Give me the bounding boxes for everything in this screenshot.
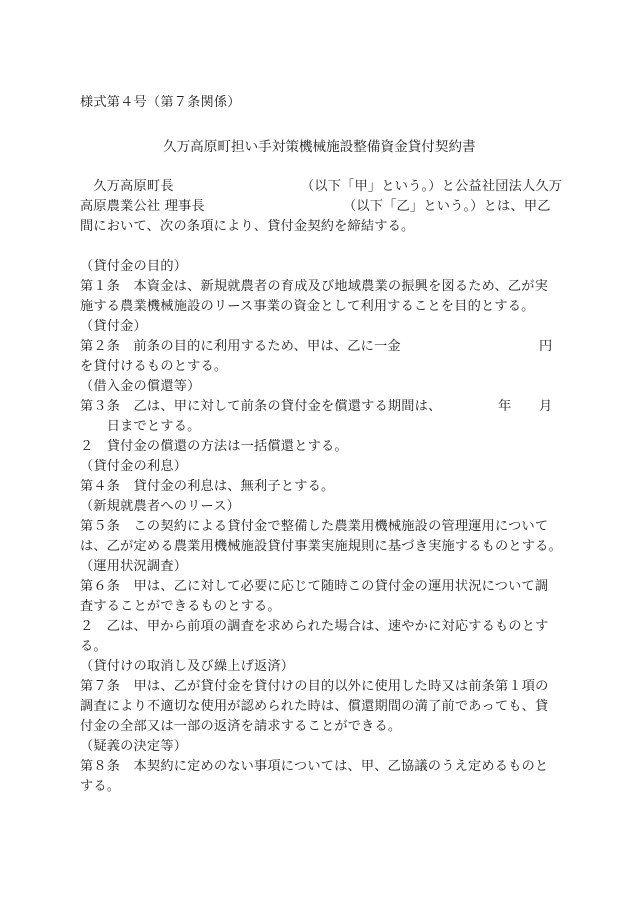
- article-text: 第４条 貸付金の利息は、無利子とする。: [80, 479, 335, 494]
- article-text: 第３条 乙は、甲に対して前条の貸付金を償還する期間は、: [80, 399, 442, 414]
- article-heading: （疑義の決定等）: [80, 739, 188, 754]
- preamble-line-2-b: （以下「乙」という。）とは、甲乙: [343, 199, 551, 214]
- preamble-line-3: 間において、次の条項により、貸付金契約を締結する。: [80, 219, 415, 234]
- preamble-line-1-b: （以下「甲」という。）と公益社団法人久万: [301, 179, 563, 194]
- article-text: 第１条 本資金は、新規就農者の育成及び地域農業の振興を図るため、乙が実: [80, 279, 549, 294]
- article-text: 第７条 甲は、乙が貸付金を貸付けの目的以外に使用した時又は前条第１項の: [80, 679, 549, 694]
- article-text: 第２条 前条の目的に利用するため、甲は、乙に一金: [80, 339, 401, 354]
- article-text: ２ 乙は、甲から前項の調査を求められた場合は、速やかに対応するものとす: [80, 619, 549, 634]
- article-text: を貸付けるものとする。: [80, 359, 228, 374]
- article-text: 付金の全部又は一部の返済を請求することができる。: [80, 719, 402, 734]
- month-unit: 月: [539, 399, 553, 414]
- article-heading: （新規就農者へのリース）: [80, 499, 240, 514]
- document-title: 久万高原町担い手対策機械施設整備資金貸付契約書: [163, 139, 476, 155]
- article-text: 第６条 甲は、乙に対して必要に応じて随時この貸付金の運用状況について調: [80, 579, 549, 594]
- yen-unit: 円: [539, 339, 553, 354]
- article-text: 調査により不適切な使用が認められた時は、償還期間の満了前であっても、貸: [80, 699, 549, 714]
- article-heading: （貸付けの取消し及び繰上げ返済）: [80, 659, 295, 674]
- article-text: ２ 貸付金の償還の方法は一括償還とする。: [80, 439, 348, 454]
- form-label: 様式第４号（第７条関係）: [80, 95, 241, 110]
- preamble-line-1-a: 久万高原町長: [80, 179, 174, 194]
- year-unit: 年: [498, 399, 512, 414]
- article-heading: （貸付金の目的）: [80, 259, 188, 274]
- preamble-line-2-a: 高原農業公社 理事長: [80, 199, 205, 214]
- article-text: する。: [80, 779, 121, 794]
- article-text: は、乙が定める農業用機械施設貸付事業実施規則に基づき実施するものとする。: [80, 539, 562, 554]
- article-text: 第５条 この契約による貸付金で整備した農業用機械施設の管理運用について: [80, 519, 549, 534]
- article-text: 査することができるものとする。: [80, 599, 281, 614]
- article-text: 第８条 本契約に定めのない事項については、甲、乙協議のうえ定めるものと: [80, 759, 549, 774]
- article-heading: （貸付金の利息）: [80, 459, 188, 474]
- article-text: 施する農業機械施設のリース事業の資金として利用することを目的とする。: [80, 299, 535, 314]
- article-text: る。: [80, 639, 107, 654]
- article-text: 日までとする。: [80, 419, 201, 434]
- article-heading: （借入金の償還等）: [80, 379, 201, 394]
- article-heading: （運用状況調査）: [80, 559, 188, 574]
- article-heading: （貸付金）: [80, 319, 147, 334]
